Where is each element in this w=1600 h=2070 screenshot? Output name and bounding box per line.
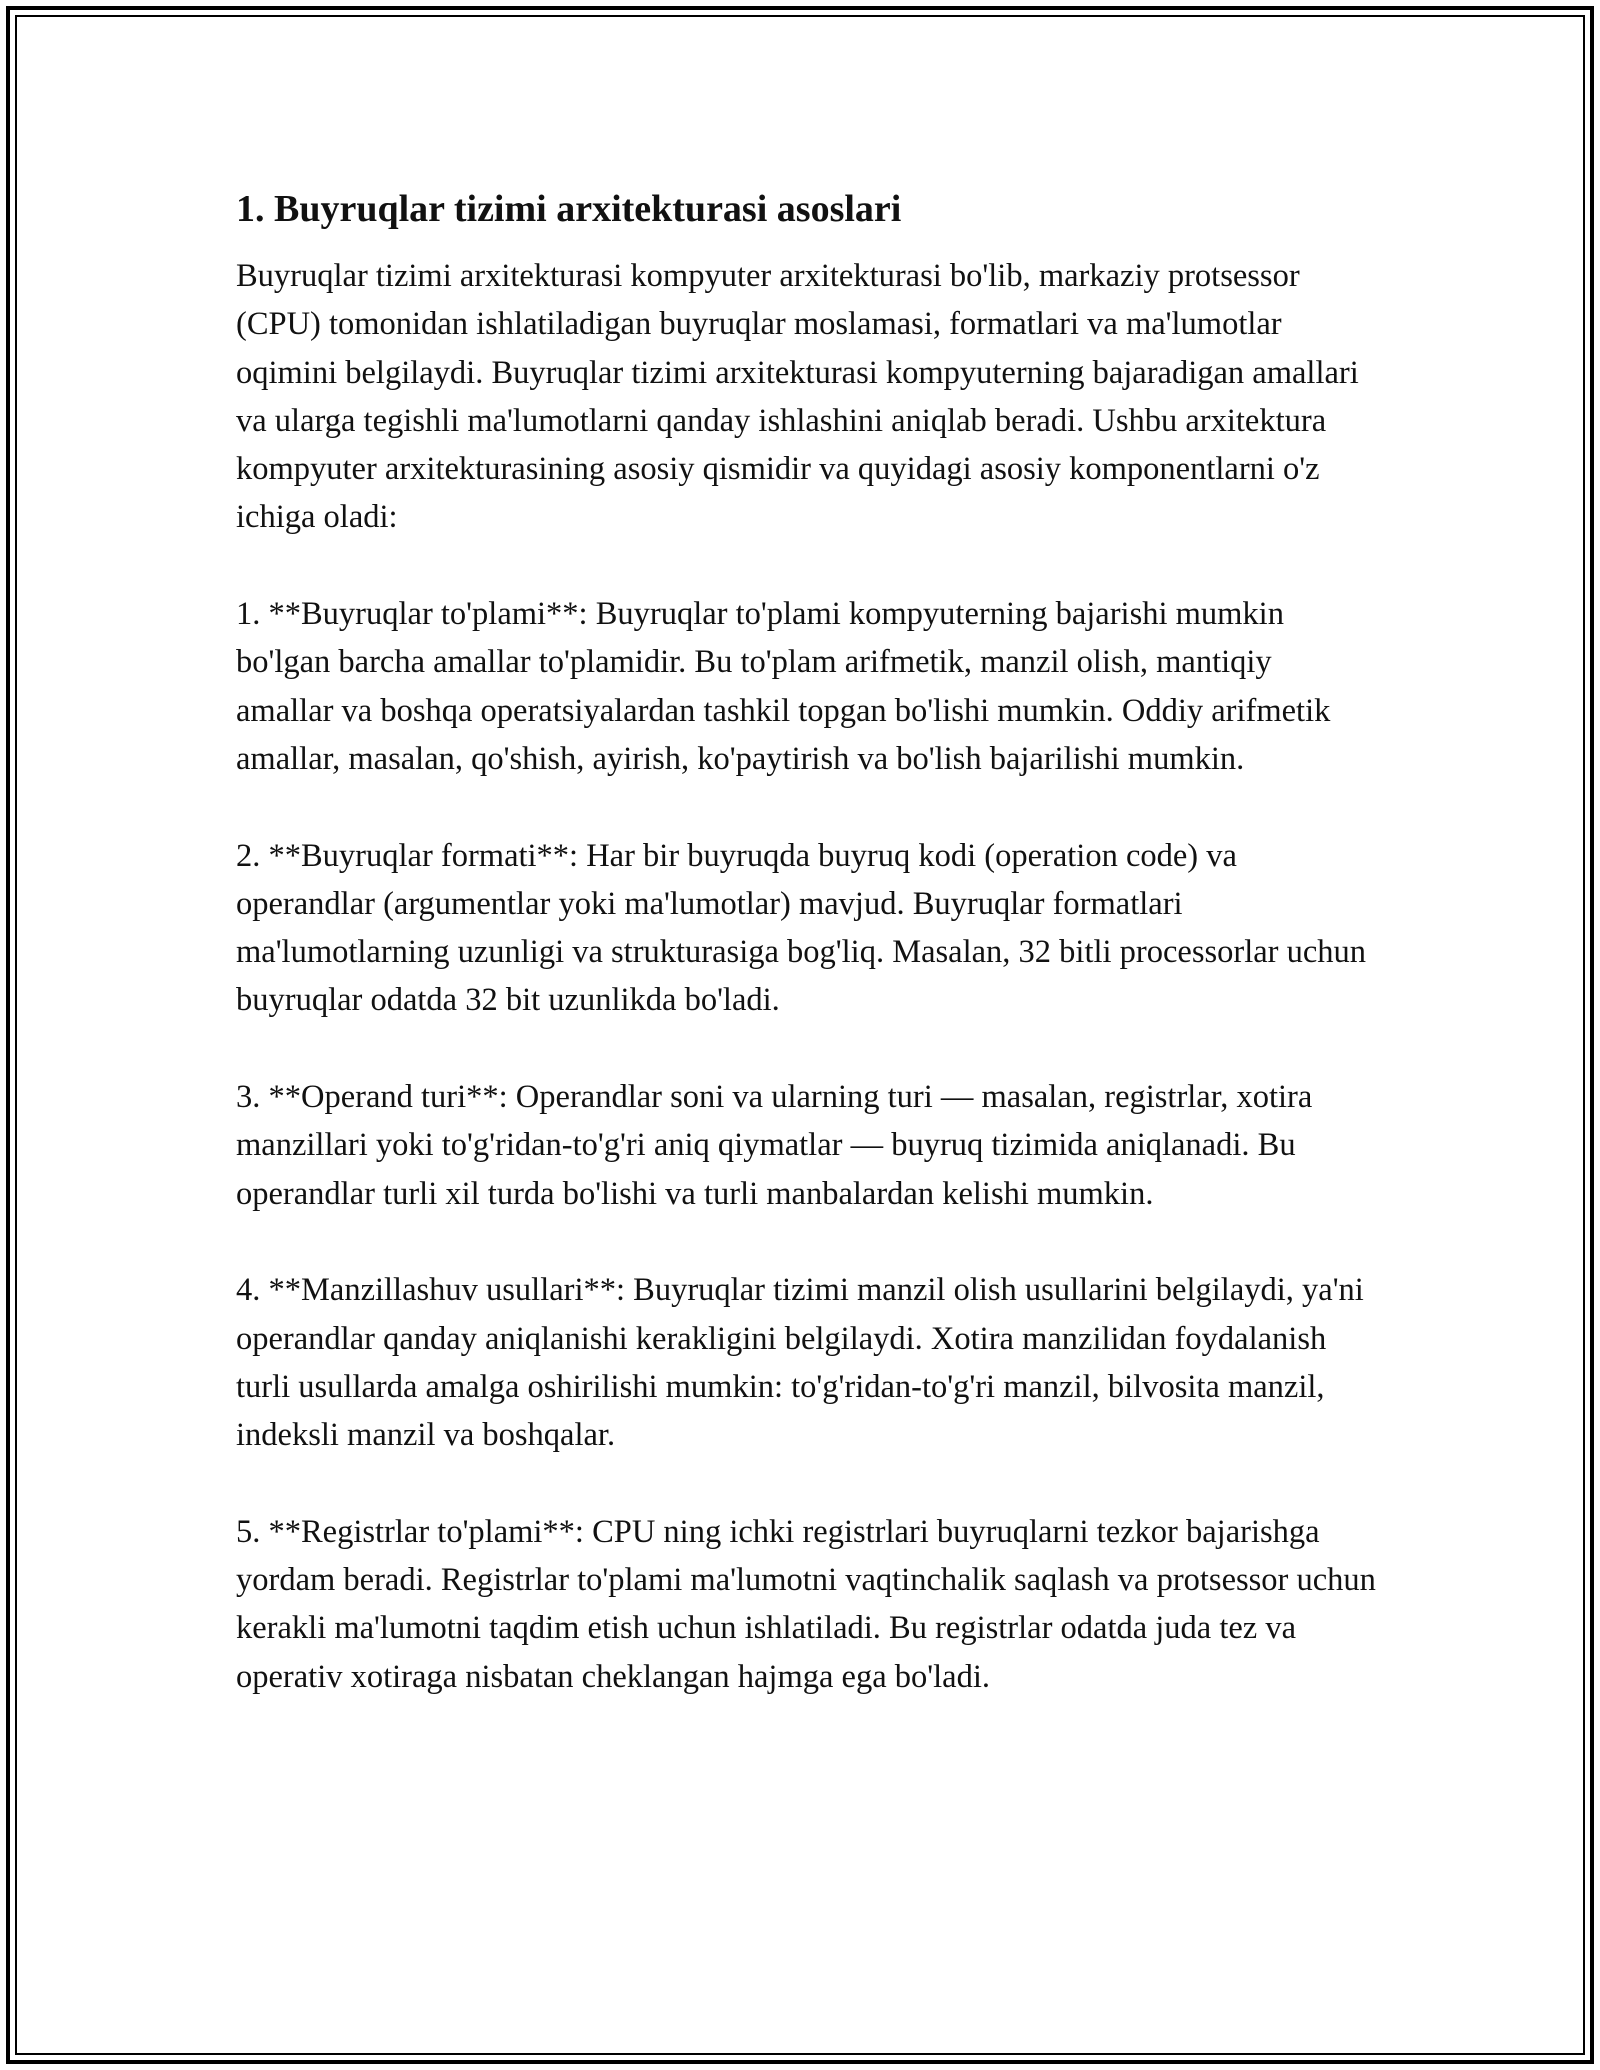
list-item-register-set: 5. **Registrlar to'plami**: CPU ning ichki registrlari buyruqlarni tezkor bajarishga yordam beradi. Registrlar to'plami ma'lumotni vaqtinchalik saqlash va protsessor uchun kerakli ma'lumotni taqdim etish uchun ishlatiladi. Bu registrlar odatda juda tez va operativ xotiraga nisbatan cheklangan hajmga ega bo'ladi. bbox=[236, 1513, 1376, 1695]
list-item-instruction-set: 1. **Buyruqlar to'plami**: Buyruqlar to'plami kompyuterning bajarishi mumkin bo'lgan barcha amallar to'plamidir. Bu to'plam arifmetik, manzil olish, mantiqiy amallar va boshqa operatsiyalardan tashkil topgan bo'lishi mumkin. Oddiy arifmetik amallar, masalan, qo'shish, ayirish, ko'paytirish va bo'lish bajarilishi mumkin. bbox=[236, 596, 1331, 777]
list-item-operand-type: 3. **Operand turi**: Operandlar soni va ularning turi — masalan, registrlar, xotira manzillari yoki to'g'ridan-to'g'ri aniq qiymatlar — buyruq tizimida aniqlanadi. Bu operandlar turli xil turda bo'lishi va turli manbalardan kelishi mumkin. bbox=[236, 1079, 1313, 1212]
list-item-addressing-modes: 4. **Manzillashuv usullari**: Buyruqlar tizimi manzil olish usullarini belgilaydi, ya'ni operandlar qanday aniqlanishi kerakligini belgilaydi. Xotira manzilidan foydalanish turli usullarda amalga oshirilishi mumkin: to'g'ridan-to'g'ri manzil, bilvosita manzil, indeksli manzil va boshqalar. bbox=[236, 1272, 1364, 1454]
document-body bbox=[236, 186, 1376, 1749]
intro-paragraph: Buyruqlar tizimi arxitekturasi kompyuter arxitekturasi bo'lib, markaziy protsessor (CPU) tomonidan ishlatiladigan buyruqlar moslamasi, formatlari va ma'lumotlar oqimini belgilaydi. Buyruqlar tizimi arxitekturasi kompyuterning bajaradigan amallari va ularga tegishli ma'lumotlarni qanday ishlashini aniqlab beradi. Ushbu arxitektura kompyuter arxitekturasining asosiy qismidir va quyidagi asosiy komponentlarni o'z ichiga oladi: bbox=[236, 258, 1359, 536]
section-heading: 1. Buyruqlar tizimi arxitekturasi asoslari bbox=[236, 188, 902, 230]
list-item-instruction-format: 2. **Buyruqlar formati**: Har bir buyruqda buyruq kodi (operation code) va operandlar (argumentlar yoki ma'lumotlar) mavjud. Buyruqlar formatlari ma'lumotlarning uzunligi va strukturasiga bog'liq. Masalan, 32 bitli processorlar uchun buyruqlar odatda 32 bit uzunlikda bo'ladi. bbox=[236, 837, 1367, 1019]
